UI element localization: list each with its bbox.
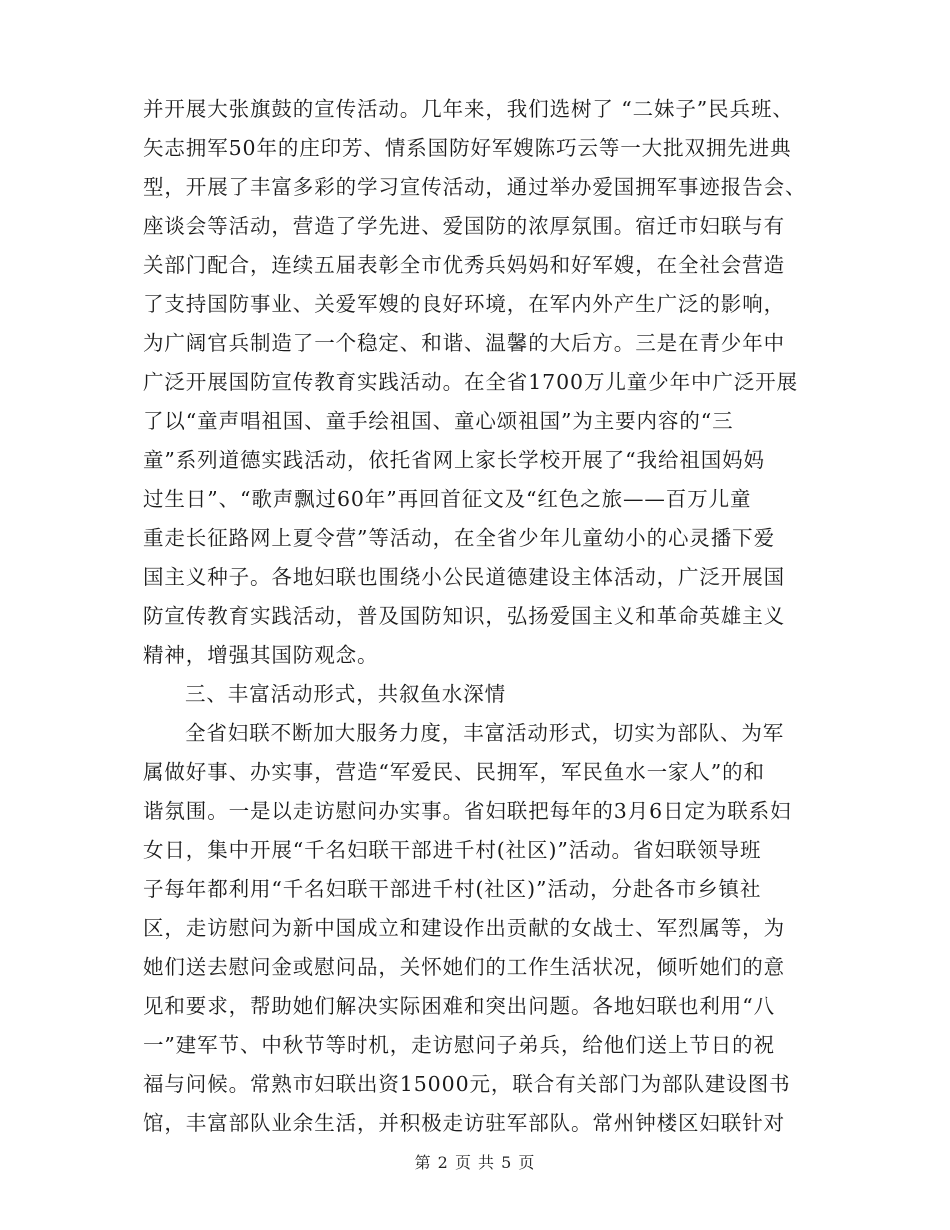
text-line: 关部门配合，连续五届表彰全市优秀兵妈妈和好军嫂，在全社会营造 [143, 253, 785, 277]
text-line: 区，走访慰问为新中国成立和建设作出贡献的女战士、军烈属等，为 [143, 916, 785, 940]
text-line: 属做好事、办实事，营造“军爱民、民拥军，军民鱼水一家人”的和 [143, 760, 765, 784]
text-line: 见和要求，帮助她们解决实际困难和突出问题。各地妇联也利用“八 [143, 994, 775, 1018]
text-line: 童”系列道德实践活动，依托省网上家长学校开展了“我给祖国妈妈 [143, 448, 765, 472]
text-line: 座谈会等活动，营造了学先进、爱国防的浓厚氛围。宿迁市妇联与有 [143, 214, 785, 238]
page-number-footer: 第 2 页 共 5 页 [414, 1153, 536, 1172]
text-line: 防宣传教育实践活动，普及国防知识，弘扬爱国主义和革命英雄主义 [143, 604, 785, 628]
text-line: 一”建军节、中秋节等时机，走访慰问子弟兵，给他们送上节日的祝 [143, 1033, 775, 1057]
document-body [143, 90, 823, 1143]
text-line: 她们送去慰问金或慰问品，关怀她们的工作生活状况，倾听她们的意 [143, 955, 785, 979]
text-line: 过生日”、“歌声飘过60年”再回首征文及“红色之旅——百万儿童 [143, 487, 752, 511]
text-line: 国主义种子。各地妇联也围绕小公民道德建设主体活动，广泛开展国 [143, 565, 785, 589]
text-line: 了以“童声唱祖国、童手绘祖国、童心颂祖国”为主要内容的“三 [143, 409, 734, 433]
text-line: 馆，丰富部队业余生活，并积极走访驻军部队。常州钟楼区妇联针对 [143, 1111, 785, 1135]
text-line: 子每年都利用“千名妇联干部进千村(社区)”活动，分赴各市乡镇社 [143, 877, 762, 901]
text-line: 广泛开展国防宣传教育实践活动。在全省1700万儿童少年中广泛开展 [143, 370, 798, 394]
text-line: 精神，增强其国防观念。 [143, 643, 379, 667]
text-line: 重走长征路网上夏令营”等活动，在全省少年儿童幼小的心灵播下爱 [143, 526, 775, 550]
text-line: 女日，集中开展“千名妇联干部进千村(社区)”活动。省妇联领导班 [143, 838, 762, 862]
text-line: 谐氛围。一是以走访慰问办实事。省妇联把每年的3月6日定为联系妇 [143, 799, 792, 823]
section-heading: 三、丰富活动形式，共叙鱼水深情 [185, 682, 506, 706]
text-line: 矢志拥军50年的庄印芳、情系国防好军嫂陈巧云等一大批双拥先进典 [143, 136, 792, 160]
text-line: 并开展大张旗鼓的宣传活动。几年来，我们选树了 “二妹子”民兵班、 [143, 97, 794, 121]
text-line: 为广阔官兵制造了一个稳定、和谐、温馨的大后方。三是在青少年中 [143, 331, 785, 355]
text-line: 福与问候。常熟市妇联出资15000元，联合有关部门为部队建设图书 [143, 1072, 791, 1096]
paragraph-first-line: 全省妇联不断加大服务力度，丰富活动形式，切实为部队、为军 [185, 721, 785, 745]
text-line: 型，开展了丰富多彩的学习宣传活动，通过举办爱国拥军事迹报告会、 [143, 175, 807, 199]
text-line: 了支持国防事业、关爱军嫂的良好环境，在军内外产生广泛的影响， [143, 292, 785, 316]
